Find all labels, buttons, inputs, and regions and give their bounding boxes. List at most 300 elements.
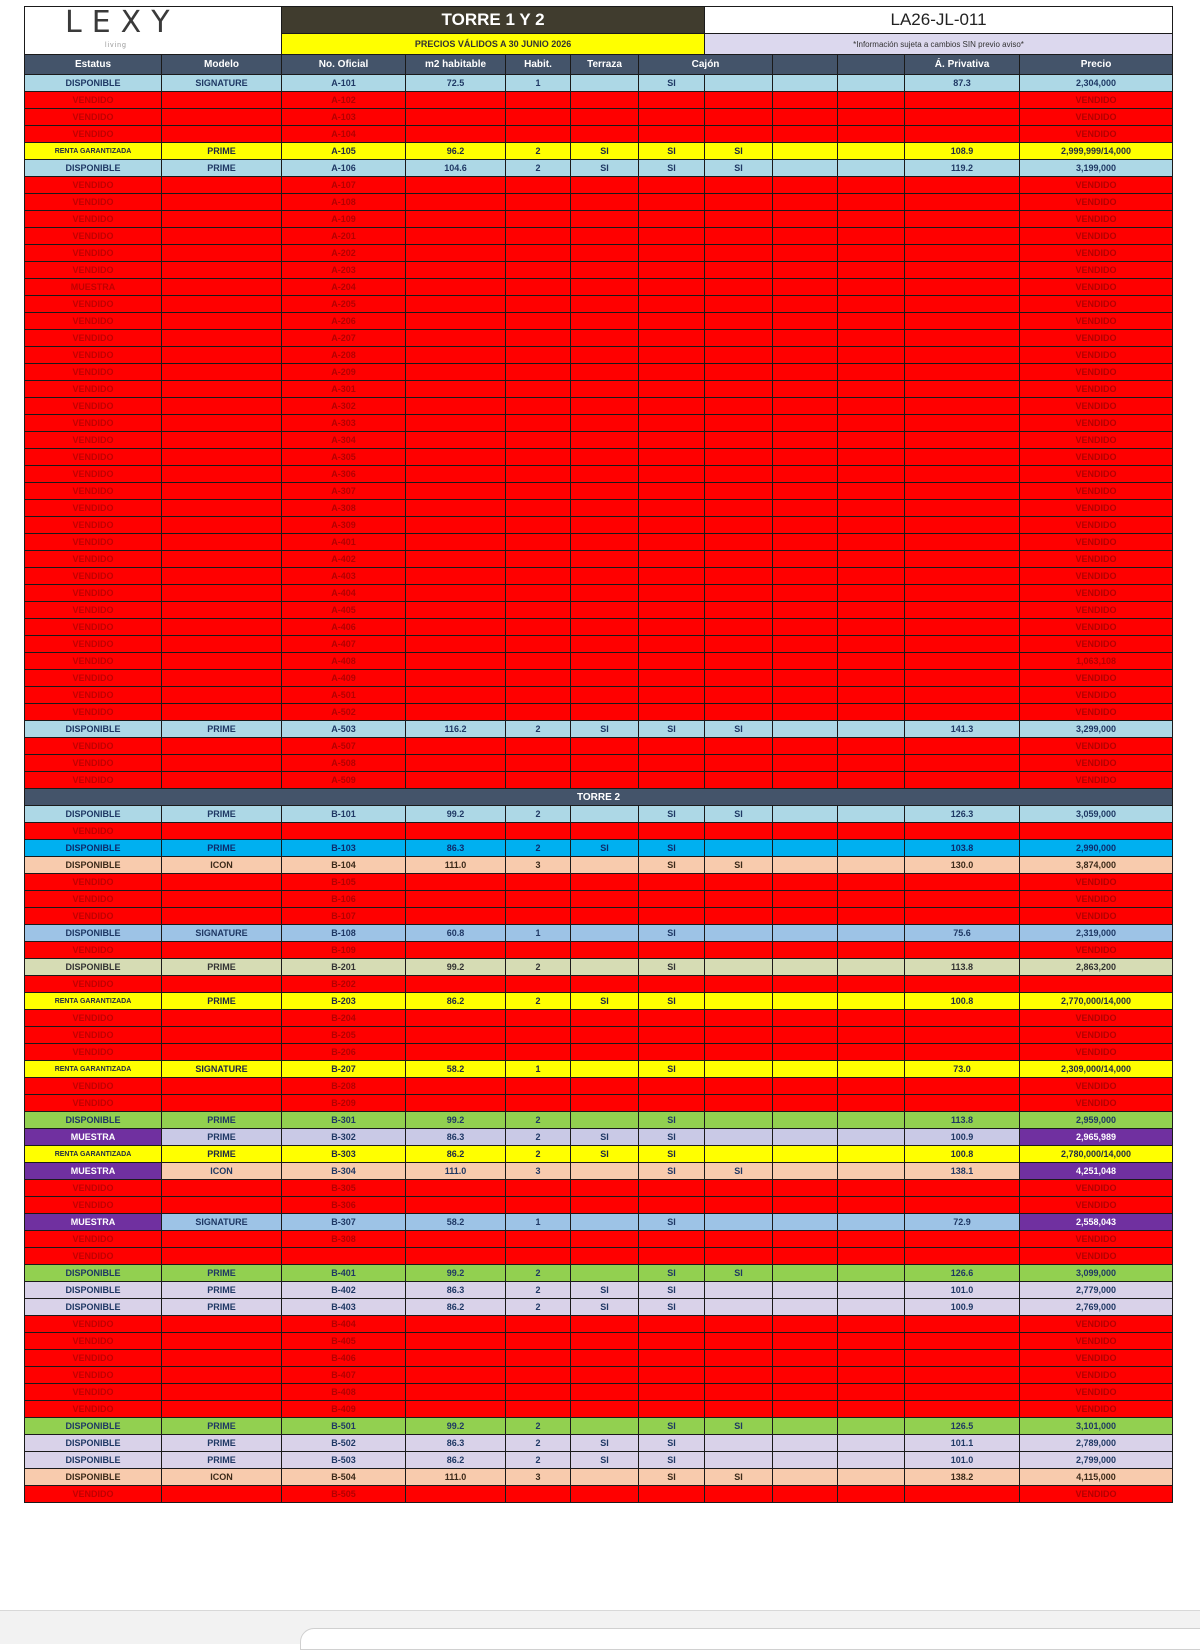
table-body — [25, 75, 1173, 1503]
blank-cell — [838, 1214, 905, 1231]
cajon-2-cell — [705, 687, 773, 704]
m2-cell: 58.2 — [406, 1214, 506, 1231]
blank-cell — [838, 1197, 905, 1214]
table-row — [25, 330, 1173, 347]
precio-cell: VENDIDO — [1020, 636, 1173, 653]
m2-cell — [406, 823, 506, 840]
blank-cell — [773, 1367, 838, 1384]
cajon-2-cell — [705, 993, 773, 1010]
precio-cell: VENDIDO — [1020, 755, 1173, 772]
m2-cell — [406, 279, 506, 296]
precio-cell: VENDIDO — [1020, 364, 1173, 381]
m2-cell — [406, 976, 506, 993]
table-row — [25, 143, 1173, 160]
cajon-2-cell: SI — [705, 1418, 773, 1435]
terraza-cell: SI — [571, 721, 639, 738]
cajon-2-cell: SI — [705, 1265, 773, 1282]
area-privativa-cell — [905, 874, 1020, 891]
precio-cell: VENDIDO — [1020, 245, 1173, 262]
cajon-1-cell — [639, 1197, 705, 1214]
terraza-cell — [571, 925, 639, 942]
unit-number-cell: B-206 — [282, 1044, 406, 1061]
modelo-cell — [162, 449, 282, 466]
unit-number-cell: A-203 — [282, 262, 406, 279]
cajon-2-cell — [705, 704, 773, 721]
terraza-cell — [571, 245, 639, 262]
table-row — [25, 1418, 1173, 1435]
status-cell: DISPONIBLE — [25, 1452, 162, 1469]
area-privativa-cell — [905, 755, 1020, 772]
cajon-2-cell — [705, 1350, 773, 1367]
table-row — [25, 1231, 1173, 1248]
area-privativa-cell — [905, 568, 1020, 585]
status-cell: MUESTRA — [25, 1214, 162, 1231]
area-privativa-cell: 103.8 — [905, 840, 1020, 857]
table-row — [25, 1146, 1173, 1163]
area-privativa-cell — [905, 126, 1020, 143]
status-cell: VENDIDO — [25, 619, 162, 636]
table-row — [25, 483, 1173, 500]
modelo-cell — [162, 1027, 282, 1044]
cajon-2-cell — [705, 279, 773, 296]
precio-cell: VENDIDO — [1020, 313, 1173, 330]
status-cell: VENDIDO — [25, 1095, 162, 1112]
table-row — [25, 619, 1173, 636]
unit-number-cell: A-406 — [282, 619, 406, 636]
col-blank-2 — [838, 55, 905, 75]
section-header-row — [25, 789, 1173, 806]
unit-number-cell: B-101 — [282, 806, 406, 823]
area-privativa-cell — [905, 1316, 1020, 1333]
cajon-1-cell — [639, 279, 705, 296]
table-row — [25, 636, 1173, 653]
cajon-1-cell — [639, 1231, 705, 1248]
blank-cell — [838, 1146, 905, 1163]
status-cell: VENDIDO — [25, 602, 162, 619]
table-row — [25, 908, 1173, 925]
modelo-cell — [162, 279, 282, 296]
terraza-cell — [571, 670, 639, 687]
habit-cell: 2 — [506, 840, 571, 857]
status-cell: VENDIDO — [25, 347, 162, 364]
precio-cell: 4,251,048 — [1020, 1163, 1173, 1180]
terraza-cell — [571, 568, 639, 585]
precio-cell: VENDIDO — [1020, 1044, 1173, 1061]
blank-cell — [773, 398, 838, 415]
cajon-2-cell — [705, 840, 773, 857]
blank-cell — [773, 517, 838, 534]
unit-number-cell: B-304 — [282, 1163, 406, 1180]
habit-cell — [506, 1197, 571, 1214]
m2-cell — [406, 398, 506, 415]
unit-number-cell: A-308 — [282, 500, 406, 517]
cajon-2-cell — [705, 517, 773, 534]
blank-cell — [838, 755, 905, 772]
blank-cell — [838, 670, 905, 687]
modelo-cell: PRIME — [162, 1452, 282, 1469]
col-modelo: Modelo — [162, 55, 282, 75]
terraza-cell — [571, 1214, 639, 1231]
unit-number-cell: A-306 — [282, 466, 406, 483]
table-row — [25, 177, 1173, 194]
blank-cell — [773, 653, 838, 670]
unit-number-cell: B-207 — [282, 1061, 406, 1078]
blank-cell — [838, 432, 905, 449]
modelo-cell — [162, 517, 282, 534]
precio-cell: VENDIDO — [1020, 1027, 1173, 1044]
unit-number-cell: B-302 — [282, 1129, 406, 1146]
table-row — [25, 1112, 1173, 1129]
m2-cell — [406, 687, 506, 704]
unit-number-cell: B-409 — [282, 1401, 406, 1418]
blank-cell — [773, 738, 838, 755]
cajon-2-cell — [705, 177, 773, 194]
cajon-1-cell: SI — [639, 1061, 705, 1078]
cajon-1-cell: SI — [639, 1469, 705, 1486]
area-privativa-cell — [905, 976, 1020, 993]
blank-cell — [773, 891, 838, 908]
m2-cell — [406, 585, 506, 602]
unit-number-cell: B-307 — [282, 1214, 406, 1231]
blank-cell — [773, 874, 838, 891]
cajon-1-cell — [639, 1367, 705, 1384]
precio-cell: VENDIDO — [1020, 296, 1173, 313]
terraza-cell — [571, 1486, 639, 1503]
cajon-2-cell — [705, 755, 773, 772]
precio-cell: VENDIDO — [1020, 1384, 1173, 1401]
modelo-cell — [162, 500, 282, 517]
blank-cell — [838, 534, 905, 551]
m2-cell — [406, 908, 506, 925]
precio-cell: VENDIDO — [1020, 432, 1173, 449]
blank-cell — [838, 449, 905, 466]
unit-number-cell: A-301 — [282, 381, 406, 398]
terraza-cell — [571, 585, 639, 602]
cajon-2-cell — [705, 245, 773, 262]
blank-cell — [838, 1010, 905, 1027]
blank-cell — [773, 551, 838, 568]
habit-cell: 2 — [506, 1282, 571, 1299]
blank-cell — [838, 602, 905, 619]
col-blank-1 — [773, 55, 838, 75]
precio-cell: VENDIDO — [1020, 262, 1173, 279]
blank-cell — [838, 1129, 905, 1146]
cajon-1-cell: SI — [639, 1435, 705, 1452]
table-row — [25, 415, 1173, 432]
modelo-cell — [162, 1197, 282, 1214]
area-privativa-cell — [905, 262, 1020, 279]
logo-tagline: living — [105, 42, 127, 49]
m2-cell: 58.2 — [406, 1061, 506, 1078]
precio-cell: VENDIDO — [1020, 1316, 1173, 1333]
modelo-cell — [162, 687, 282, 704]
blank-cell — [838, 1469, 905, 1486]
habit-cell — [506, 381, 571, 398]
table-row — [25, 857, 1173, 874]
cajon-2-cell — [705, 1435, 773, 1452]
unit-number-cell: A-401 — [282, 534, 406, 551]
blank-cell — [838, 738, 905, 755]
m2-cell — [406, 228, 506, 245]
cajon-1-cell — [639, 1180, 705, 1197]
cajon-2-cell — [705, 415, 773, 432]
m2-cell — [406, 1197, 506, 1214]
status-cell: VENDIDO — [25, 1350, 162, 1367]
precio-cell: VENDIDO — [1020, 466, 1173, 483]
blank-cell — [773, 993, 838, 1010]
unit-number-cell: B-306 — [282, 1197, 406, 1214]
area-privativa-cell — [905, 602, 1020, 619]
terraza-cell — [571, 1350, 639, 1367]
modelo-cell: PRIME — [162, 1299, 282, 1316]
cajon-2-cell — [705, 1095, 773, 1112]
cajon-2-cell — [705, 1299, 773, 1316]
message-input-area[interactable] — [300, 1628, 1200, 1650]
modelo-cell — [162, 432, 282, 449]
habit-cell — [506, 823, 571, 840]
precio-cell: 2,965,989 — [1020, 1129, 1173, 1146]
m2-cell: 111.0 — [406, 857, 506, 874]
price-list-sheet — [24, 6, 1172, 1503]
table-row — [25, 976, 1173, 993]
m2-cell — [406, 619, 506, 636]
terraza-cell — [571, 857, 639, 874]
area-privativa-cell — [905, 823, 1020, 840]
table-row — [25, 942, 1173, 959]
habit-cell: 2 — [506, 721, 571, 738]
m2-cell: 116.2 — [406, 721, 506, 738]
terraza-cell: SI — [571, 1452, 639, 1469]
area-privativa-cell: 126.6 — [905, 1265, 1020, 1282]
precio-cell: VENDIDO — [1020, 1078, 1173, 1095]
habit-cell: 2 — [506, 1452, 571, 1469]
modelo-cell — [162, 908, 282, 925]
disclaimer-note: *Información sujeta a cambios SIN previo aviso* — [705, 34, 1173, 55]
modelo-cell: SIGNATURE — [162, 75, 282, 92]
blank-cell — [838, 993, 905, 1010]
status-cell: VENDIDO — [25, 1180, 162, 1197]
blank-cell — [838, 415, 905, 432]
table-row — [25, 1197, 1173, 1214]
blank-cell — [838, 942, 905, 959]
blank-cell — [773, 126, 838, 143]
habit-cell — [506, 653, 571, 670]
modelo-cell: SIGNATURE — [162, 1214, 282, 1231]
blank-cell — [838, 840, 905, 857]
precio-cell: VENDIDO — [1020, 500, 1173, 517]
precio-cell: VENDIDO — [1020, 619, 1173, 636]
blank-cell — [773, 976, 838, 993]
blank-cell — [838, 1384, 905, 1401]
cajon-1-cell — [639, 262, 705, 279]
unit-number-cell: A-201 — [282, 228, 406, 245]
status-cell: VENDIDO — [25, 670, 162, 687]
table-row — [25, 1248, 1173, 1265]
blank-cell — [773, 364, 838, 381]
blank-cell — [773, 483, 838, 500]
table-row — [25, 364, 1173, 381]
cajon-1-cell — [639, 976, 705, 993]
blank-cell — [773, 942, 838, 959]
blank-cell — [838, 245, 905, 262]
status-cell: VENDIDO — [25, 483, 162, 500]
terraza-cell — [571, 1418, 639, 1435]
cajon-2-cell — [705, 126, 773, 143]
blank-cell — [838, 959, 905, 976]
m2-cell — [406, 1095, 506, 1112]
status-cell: MUESTRA — [25, 1163, 162, 1180]
habit-cell: 2 — [506, 1129, 571, 1146]
area-privativa-cell — [905, 1180, 1020, 1197]
m2-cell: 111.0 — [406, 1163, 506, 1180]
table-row — [25, 75, 1173, 92]
blank-cell — [773, 636, 838, 653]
habit-cell — [506, 942, 571, 959]
unit-number-cell: B-109 — [282, 942, 406, 959]
cajon-2-cell — [705, 347, 773, 364]
area-privativa-cell — [905, 1010, 1020, 1027]
cajon-2-cell — [705, 891, 773, 908]
area-privativa-cell — [905, 636, 1020, 653]
cajon-1-cell: SI — [639, 1214, 705, 1231]
status-cell: DISPONIBLE — [25, 806, 162, 823]
area-privativa-cell: 113.8 — [905, 959, 1020, 976]
habit-cell — [506, 1248, 571, 1265]
status-cell: VENDIDO — [25, 1333, 162, 1350]
m2-cell — [406, 551, 506, 568]
table-row — [25, 1214, 1173, 1231]
area-privativa-cell: 126.3 — [905, 806, 1020, 823]
status-cell: VENDIDO — [25, 415, 162, 432]
terraza-cell — [571, 874, 639, 891]
blank-cell — [773, 109, 838, 126]
terraza-cell — [571, 653, 639, 670]
cajon-1-cell — [639, 908, 705, 925]
column-header-row — [25, 55, 1173, 75]
m2-cell: 99.2 — [406, 1112, 506, 1129]
status-cell: VENDIDO — [25, 585, 162, 602]
habit-cell — [506, 1180, 571, 1197]
m2-cell: 99.2 — [406, 1418, 506, 1435]
terraza-cell: SI — [571, 1146, 639, 1163]
blank-cell — [773, 347, 838, 364]
table-row — [25, 500, 1173, 517]
precio-cell: VENDIDO — [1020, 874, 1173, 891]
blank-cell — [773, 1265, 838, 1282]
m2-cell — [406, 568, 506, 585]
area-privativa-cell: 138.2 — [905, 1469, 1020, 1486]
modelo-cell — [162, 364, 282, 381]
cajon-1-cell — [639, 1044, 705, 1061]
status-cell: VENDIDO — [25, 568, 162, 585]
cajon-1-cell — [639, 1095, 705, 1112]
cajon-2-cell — [705, 568, 773, 585]
cajon-2-cell — [705, 1384, 773, 1401]
modelo-cell — [162, 1350, 282, 1367]
modelo-cell — [162, 1078, 282, 1095]
status-cell: VENDIDO — [25, 1401, 162, 1418]
habit-cell — [506, 194, 571, 211]
status-cell: MUESTRA — [25, 1129, 162, 1146]
cajon-1-cell — [639, 1384, 705, 1401]
status-cell: VENDIDO — [25, 245, 162, 262]
area-privativa-cell: 108.9 — [905, 143, 1020, 160]
blank-cell — [773, 1180, 838, 1197]
terraza-cell — [571, 1316, 639, 1333]
cajon-1-cell — [639, 670, 705, 687]
blank-cell — [838, 483, 905, 500]
unit-number-cell: B-303 — [282, 1146, 406, 1163]
area-privativa-cell — [905, 772, 1020, 789]
habit-cell: 2 — [506, 993, 571, 1010]
table-row — [25, 653, 1173, 670]
precio-cell: VENDIDO — [1020, 1486, 1173, 1503]
table-row — [25, 517, 1173, 534]
unit-number-cell: A-404 — [282, 585, 406, 602]
blank-cell — [773, 1095, 838, 1112]
cajon-1-cell — [639, 500, 705, 517]
table-row — [25, 687, 1173, 704]
area-privativa-cell — [905, 942, 1020, 959]
habit-cell — [506, 177, 571, 194]
blank-cell — [773, 245, 838, 262]
terraza-cell — [571, 194, 639, 211]
habit-cell — [506, 1231, 571, 1248]
blank-cell — [838, 466, 905, 483]
cajon-1-cell — [639, 126, 705, 143]
terraza-cell — [571, 534, 639, 551]
blank-cell — [838, 1265, 905, 1282]
area-privativa-cell: 119.2 — [905, 160, 1020, 177]
habit-cell: 2 — [506, 1265, 571, 1282]
terraza-cell — [571, 1095, 639, 1112]
terraza-cell — [571, 704, 639, 721]
status-cell: VENDIDO — [25, 755, 162, 772]
precio-cell: 3,059,000 — [1020, 806, 1173, 823]
blank-cell — [838, 976, 905, 993]
blank-cell — [838, 619, 905, 636]
precio-cell: 2,309,000/14,000 — [1020, 1061, 1173, 1078]
cajon-1-cell — [639, 602, 705, 619]
cajon-2-cell — [705, 942, 773, 959]
cajon-2-cell — [705, 109, 773, 126]
cajon-2-cell — [705, 381, 773, 398]
modelo-cell: PRIME — [162, 1435, 282, 1452]
status-cell: DISPONIBLE — [25, 925, 162, 942]
unit-number-cell: B-502 — [282, 1435, 406, 1452]
unit-number-cell: A-208 — [282, 347, 406, 364]
terraza-cell — [571, 466, 639, 483]
table-row — [25, 1129, 1173, 1146]
table-row — [25, 1044, 1173, 1061]
habit-cell — [506, 976, 571, 993]
area-privativa-cell — [905, 1333, 1020, 1350]
area-privativa-cell: 100.9 — [905, 1129, 1020, 1146]
blank-cell — [773, 1469, 838, 1486]
unit-number-cell — [282, 1248, 406, 1265]
cajon-1-cell — [639, 381, 705, 398]
m2-cell: 72.5 — [406, 75, 506, 92]
blank-cell — [773, 568, 838, 585]
precio-cell: VENDIDO — [1020, 568, 1173, 585]
blank-cell — [773, 1350, 838, 1367]
cajon-2-cell — [705, 1010, 773, 1027]
habit-cell — [506, 1078, 571, 1095]
cajon-1-cell — [639, 296, 705, 313]
status-cell: RENTA GARANTIZADA — [25, 1061, 162, 1078]
blank-cell — [773, 1299, 838, 1316]
terraza-cell — [571, 687, 639, 704]
